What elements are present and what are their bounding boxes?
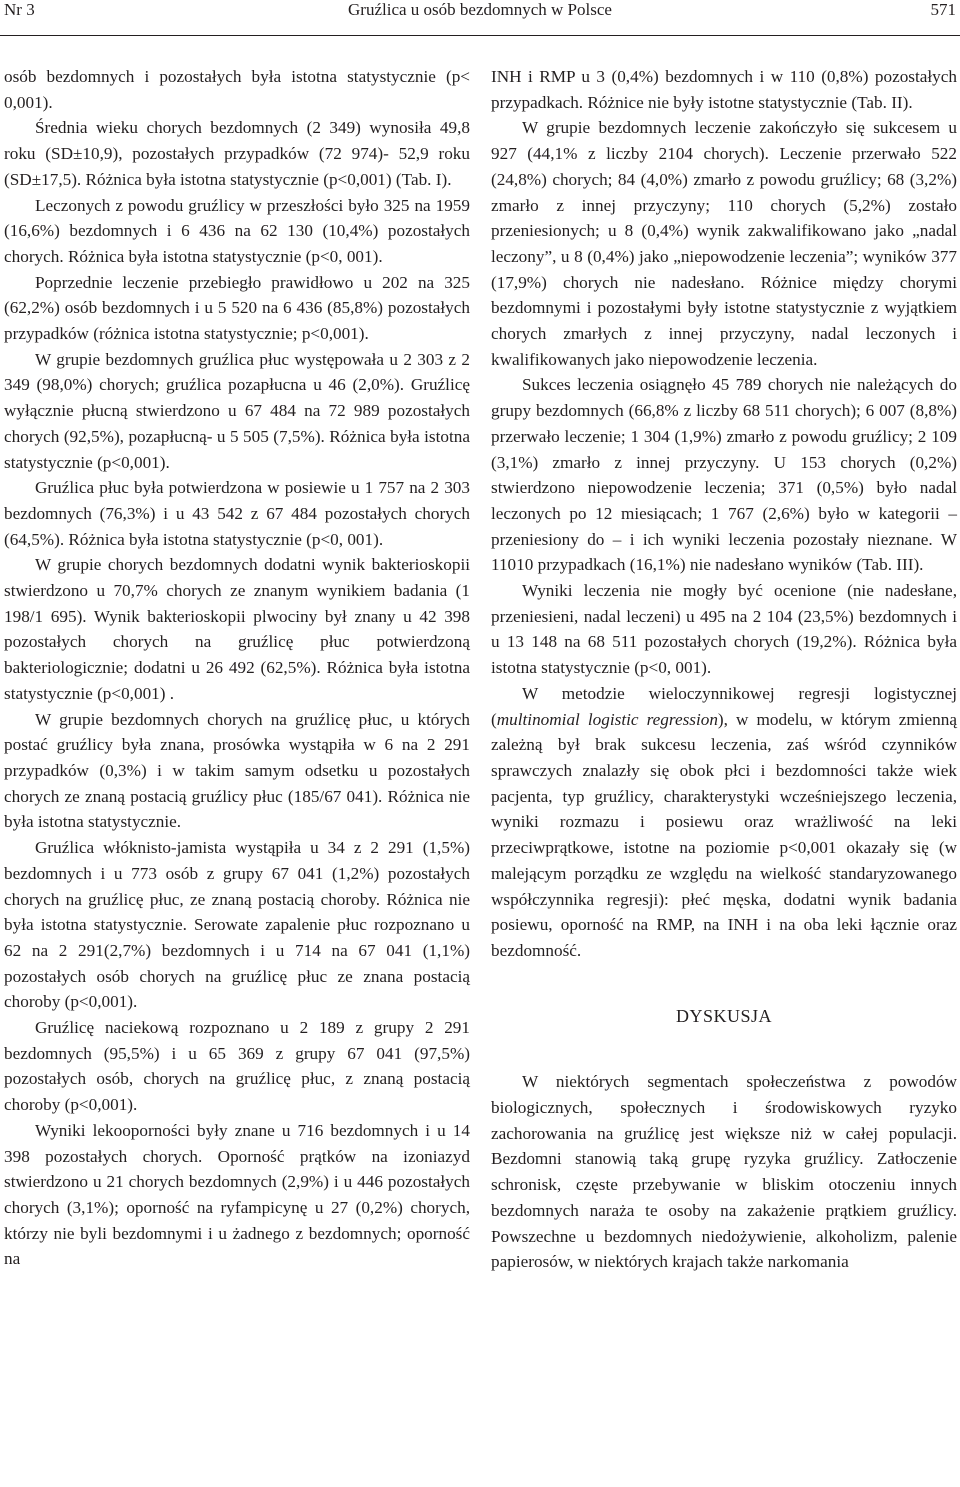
page-header xyxy=(0,0,960,36)
paragraph: W grupie bezdomnych leczenie zakończyło się sukcesem u 927 (44,1% z liczby 2104 chorych). Leczenie przerwało 522 (24,8%) chorych; 84 (4,0%) zmarło z powodu gruźlicy; 68 (3,2%) zmarło z innej przyczyny; 110 chorych (5,2%) zostało przeniesionych; u 8 (0,4%) wynik zakwalifikowano jako „nadal leczony”, u 8 (0,4%) jako „niepowodzenie leczenia”; wyników 377 (17,9%) chorych nie nadesłano. Różnice między chorymi bezdomnymi i pozostałymi były istotne statystycznie z wyjątkiem chorych zmarłych z innej przyczyny, nadal leczonych i kwalifikowanych jako niepowodzenie leczenia. xyxy=(491,118,957,369)
paragraph: W grupie bezdomnych gruźlica płuc występowała u 2 303 z 2 349 (98,0%) chorych; gruźlica pozapłucna u 46 (2,0%). Gruźlicę wyłącznie płucną stwierdzono u 67 484 na 72 989 pozostałych chorych (92,5%), pozapłucną- u 5 505 (7,5%). Różnica była istotna statystycznie (p<0,001). xyxy=(4,349,470,472)
issue-number: Nr 3 xyxy=(4,0,35,19)
paragraph: Leczonych z powodu gruźlicy w przeszłości było 325 na 1959 (16,6%) bezdomnych i 6 436 na 62 130 (10,4%) pozostałych chorych. Różnica była istotna statystycznie (p<0, 001). xyxy=(4,195,470,266)
paragraph: Gruźlicę naciekową rozpoznano u 2 189 z grupy 2 291 bezdomnych (95,5%) i u 65 369 z grupy 67 041 (97,5%) pozostałych osób, chorych na gruźlicę płuc, z znaną postacią choroby (p<0,001). xyxy=(4,1018,470,1115)
header-rule xyxy=(0,35,960,36)
italic-term: multinomial logistic regression xyxy=(496,709,718,729)
paragraph: osób bezdomnych i pozostałych była istotna statystycznie (p< 0,001). xyxy=(4,67,470,112)
paragraph xyxy=(491,681,957,964)
paragraph: Wyniki lekooporności były znane u 716 bezdomnych i u 14 398 pozostałych chorych. Oporność prątków na izoniazyd stwierdzono u 21 chorych bezdomnych (2,9%) i u 446 pozostałych chorych (3,1%); oporność na ryfampicynę u 27 (0,2%) chorych, którzy nie byli bezdomnymi i u żadnego z bezdomnych; oporność na xyxy=(4,1120,470,1269)
paragraph: Wyniki leczenia nie mogły być ocenione (nie nadesłane, przeniesieni, nadal leczeni) u 495 na 2 104 (23,5%) bezdomnych i u 13 148 na 68 511 pozostałych chorych (19,2%). Różnica była istotna statystycznie (p<0, 001). xyxy=(491,581,957,678)
section-heading: DYSKUSJA xyxy=(675,1005,773,1026)
text-run: ), w modelu, w którym zmienną zależną był brak sukcesu leczenia, zaś wśród czynników sprawczych znalazły się obok płci i bezdomności także wiek pacjenta, typ gruźlicy, charakterystyki wcześniejszego leczenia, wyniki rozmazu i posiewu oraz wrażliwość na leki przeciwprątkowe, istotne na poziomie p<0,001 okazały się (w malejącym porządku ze względu na wielkość standaryzowanego współczynnika regresji): płeć męska, dodatni wynik badania posiewu, oporność na RMP, na INH i na oba leki łącznie oraz bezdomność. xyxy=(491,709,957,960)
paragraph: W grupie chorych bezdomnych dodatni wynik bakterioskopii stwierdzono u 70,7% chorych ze znanym wynikiem badania (1 198/1 695). Wynik bakterioskopii plwociny był znany u 42 398 pozostałych chorych na gruźlicę płuc potwierdzoną bakteriologicznie; dodatni u 26 492 (62,5%). Różnica była istotna statystycznie (p<0,001) . xyxy=(4,555,470,703)
running-title: Gruźlica u osób bezdomnych w Polsce xyxy=(348,0,612,19)
paragraph: INH i RMP u 3 (0,4%) bezdomnych i w 110 (0,8%) pozostałych przypadkach. Różnice nie były istotne statystycznie (Tab. II). xyxy=(491,67,957,112)
paragraph: W grupie bezdomnych chorych na gruźlicę płuc, u których postać gruźlicy była znana, prosówka wystąpiła w 6 na 2 291 przypadków (0,3%) i w takim samym odsetku u pozostałych chorych ze znaną postacią gruźlicy płuc (185/67 041). Różnica nie była istotna statystycznie. xyxy=(4,709,470,832)
paragraph: Sukces leczenia osiągnęło 45 789 chorych nie należących do grupy bezdomnych (66,8% z liczby 68 511 chorych); 6 007 (8,8%) przerwało leczenie; 1 304 (1,9%) zmarło z powodu gruźlicy; 2 109 (3,1%) zmarło z innej przyczyny. U 153 chorych (0,2%) stwierdzono niepowodzenie leczenia; 371 (0,5%) było nadal leczonych po 12 miesiącach; 1 767 (2,6%) było w kategorii – przeniesiony do – i ich wyniki leczenia pozostały nieznane. W 11010 przypadkach (16,1%) nie nadesłano wyników (Tab. III). xyxy=(491,375,957,575)
left-column xyxy=(4,64,470,1272)
paragraph: Średnia wieku chorych bezdomnych (2 349) wynosiła 49,8 roku (SD±10,9), pozostałych przypadków (72 974)- 52,9 roku (SD±17,5). Różnica była istotna statystycznie (p<0,001) (Tab. I). xyxy=(4,118,470,189)
paragraph: Gruźlica płuc była potwierdzona w posiewie u 1 757 na 2 303 bezdomnych (76,3%) i u 43 542 z 67 484 pozostałych chorych (64,5%). Różnica była istotna statystycznie (p<0, 001). xyxy=(4,478,470,549)
page-number: 571 xyxy=(930,0,956,19)
text-run: W metodzie wieloczynnikowej regresji logistycznej ( xyxy=(491,683,957,729)
paragraph: W niektórych segmentach społeczeństwa z powodów biologicznych, społecznych i środowiskowych ryzyko zachorowania na gruźlicę jest większe niż w całej populacji. Bezdomni stanowią taką grupę ryzyka gruźlicy. Zatłoczenie schronisk, częste przebywanie w bliskim otoczeniu innych bezdomnych naraża te osoby na zakażenie prątkiem gruźlicy. Powszechne u bezdomnych niedożywienie, alkoholizm, palenie papierosów, w niektórych krajach także narkomania xyxy=(491,1072,957,1272)
paragraph: Poprzednie leczenie przebiegło prawidłowo u 202 na 325 (62,2%) osób bezdomnych i u 5 520 na 6 436 (85,8%) pozostałych przypadków (różnica istotna statystycznie; p<0,001). xyxy=(4,272,470,344)
paragraph: Gruźlica włóknisto-jamista wystąpiła u 34 z 2 291 (1,5%) bezdomnych i u 773 osób z grupy 67 041 (1,2%) pozostałych chorych na gruźlicę płuc, ze znaną postacią choroby. Różnica nie była istotna statystycznie. Serowate zapalenie płuc rozpoznano u 62 na 2 291(2,7%) bezdomnych i u 714 na 67 041 (1,1%) pozostałych osób chorych na gruźlicę płuc ze znana postacią choroby (p<0,001). xyxy=(4,838,470,1012)
right-column xyxy=(491,64,957,1275)
